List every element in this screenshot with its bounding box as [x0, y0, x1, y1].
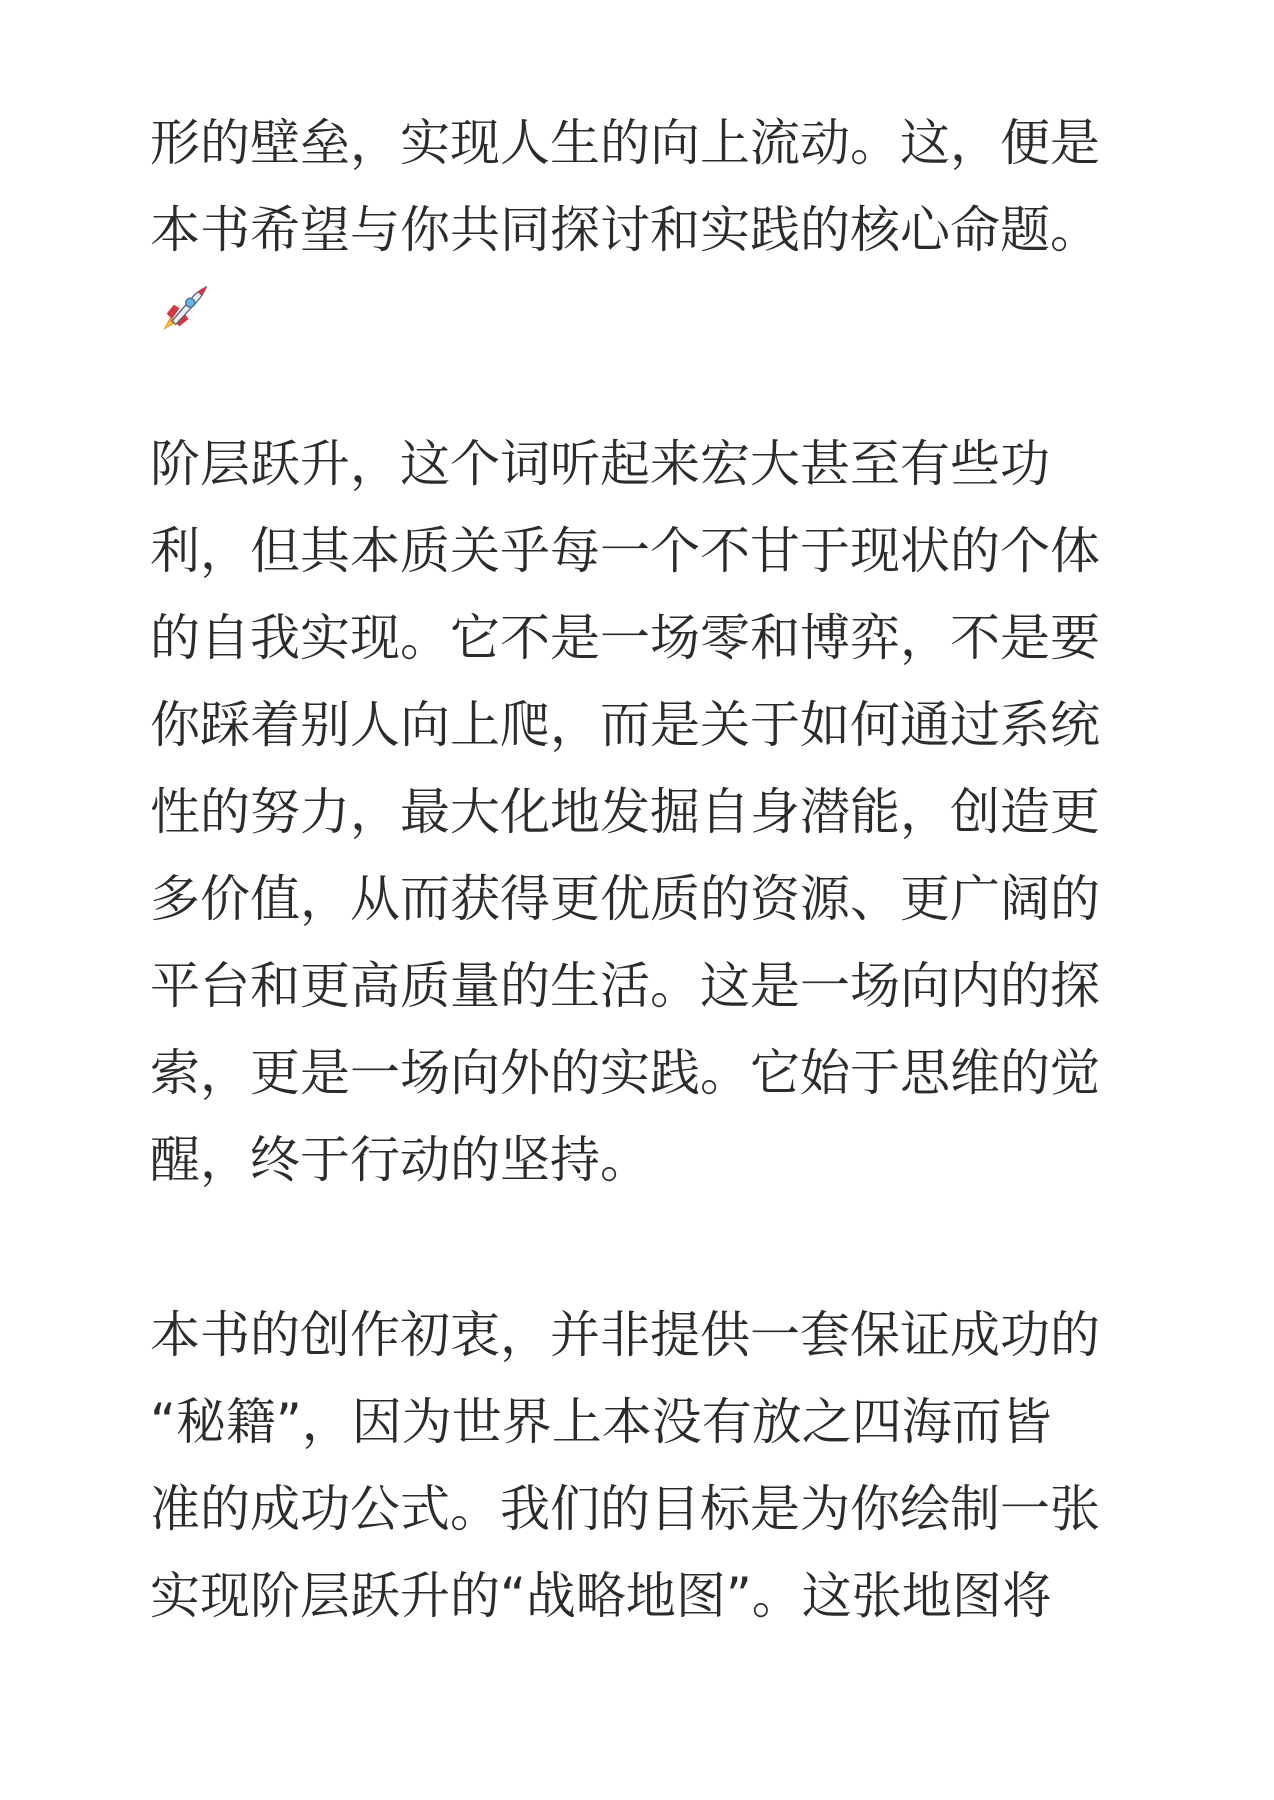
rocket-icon [154, 280, 212, 340]
text-line: 多价值，从而获得更优质的资源、更广阔的 [150, 870, 1100, 928]
paragraph-intro-end [150, 100, 1130, 361]
text-line: 索，更是一场向外的实践。它始于思维的觉 [150, 1044, 1100, 1102]
emoji-line [150, 274, 1130, 361]
text-line: 性的努力，最大化地发掘自身潜能，创造更 [150, 783, 1100, 841]
text-line: 醒，终于行动的坚持。 [150, 1131, 650, 1189]
text-line: 本书的创作初衷，并非提供一套保证成功的 [150, 1306, 1100, 1364]
paragraph-book-purpose [150, 1292, 1130, 1640]
text-line: 利，但其本质关乎每一个不甘于现状的个体 [150, 522, 1100, 580]
text-line: 本书希望与你共同探讨和实践的核心命题。 [150, 201, 1100, 259]
text-line: “秘籍”，因为世界上本没有放之四海而皆 [150, 1393, 1052, 1451]
text-line: 平台和更高质量的生活。这是一场向内的探 [150, 957, 1100, 1015]
text-line: 形的壁垒，实现人生的向上流动。这，便是 [150, 114, 1100, 172]
text-line: 实现阶层跃升的“战略地图”。这张地图将 [150, 1567, 1052, 1625]
text-line: 阶层跃升，这个词听起来宏大甚至有些功 [150, 435, 1050, 493]
text-line: 你踩着别人向上爬，而是关于如何通过系统 [150, 696, 1100, 754]
text-line: 准的成功公式。我们的目标是为你绘制一张 [150, 1480, 1100, 1538]
paragraph-class-mobility [150, 421, 1130, 1204]
text-line: 的自我实现。它不是一场零和博弈，不是要 [150, 609, 1100, 667]
document-body [150, 100, 1130, 1728]
